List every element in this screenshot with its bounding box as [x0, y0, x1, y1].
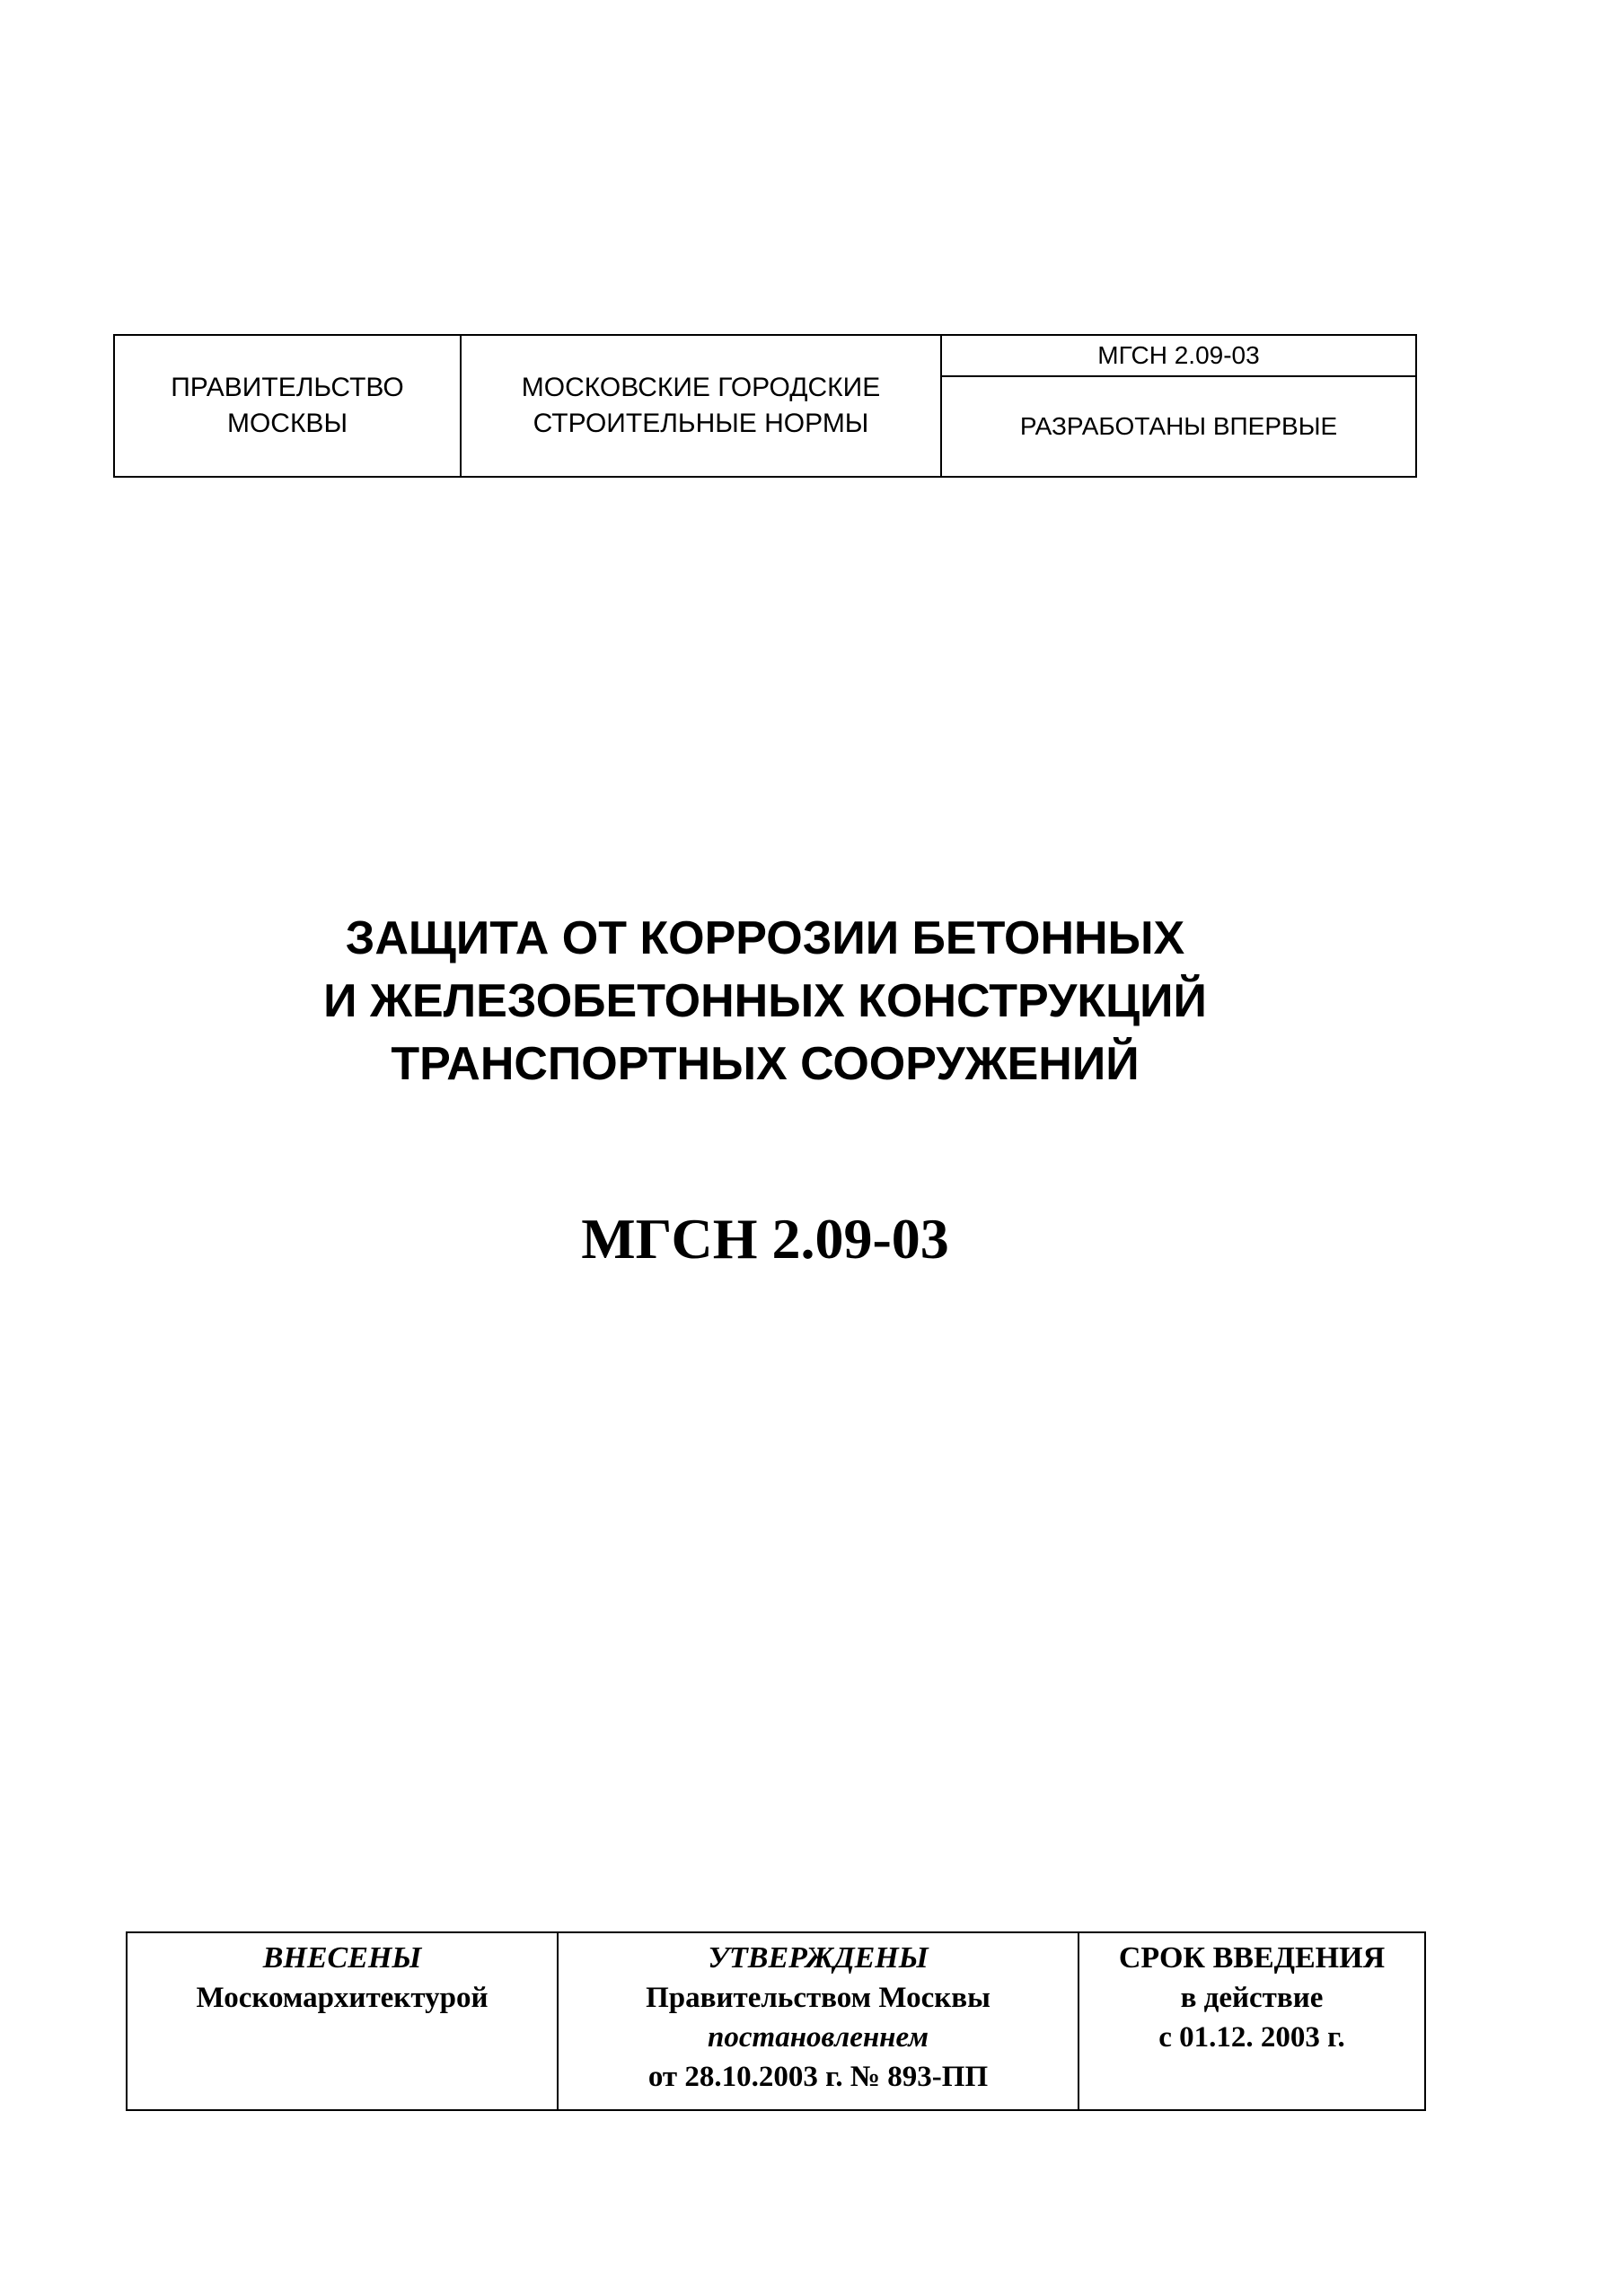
header-code-cell [941, 335, 1416, 376]
approved-doc-type: постановленнем [708, 2021, 929, 2054]
introduced-by: Москомархитектурой [196, 1982, 489, 2014]
title-line-1: ЗАЩИТА ОТ КОРРОЗИИ БЕТОННЫХ [345, 912, 1185, 964]
status-label: РАЗРАБОТАНЫ ВПЕРВЫЕ [1019, 412, 1338, 440]
government-cell [114, 335, 461, 477]
introduced-cell [127, 1932, 558, 2110]
norms-type-label: МОСКОВСКИЕ ГОРОДСКИЕ СТРОИТЕЛЬНЫЕ НОРМЫ [521, 373, 881, 438]
title-line-3: ТРАНСПОРТНЫХ СООРУЖЕНИЙ [391, 1038, 1140, 1090]
header-code: МГСН 2.09-03 [1097, 341, 1260, 369]
introduced-heading: ВНЕСЕНЫ [262, 1941, 422, 1975]
approved-doc-ref: от 28.10.2003 г. № 893-ПП [647, 2061, 989, 2093]
government-label: ПРАВИТЕЛЬСТВО МОСКВЫ [171, 373, 404, 438]
status-cell [941, 376, 1416, 477]
approved-cell [558, 1932, 1079, 2110]
norms-type-cell [461, 335, 941, 477]
document-code: МГСН 2.09-03 [581, 1207, 949, 1271]
approved-heading: УТВЕРЖДЕНЫ [708, 1941, 929, 1975]
effective-date: с 01.12. 2003 г. [1158, 2021, 1345, 2054]
title-line-2: И ЖЕЛЕЗОБЕТОННЫХ КОНСТРУКЦИЙ [323, 975, 1207, 1027]
effective-heading: СРОК ВВЕДЕНИЯ [1118, 1941, 1386, 1975]
document-title [180, 907, 1351, 1095]
header-table [113, 334, 1417, 478]
effective-line2: в действие [1180, 1982, 1324, 2014]
effective-cell [1079, 1932, 1425, 2110]
footer-table [126, 1931, 1426, 2111]
approved-by: Правительством Москвы [646, 1982, 990, 2014]
